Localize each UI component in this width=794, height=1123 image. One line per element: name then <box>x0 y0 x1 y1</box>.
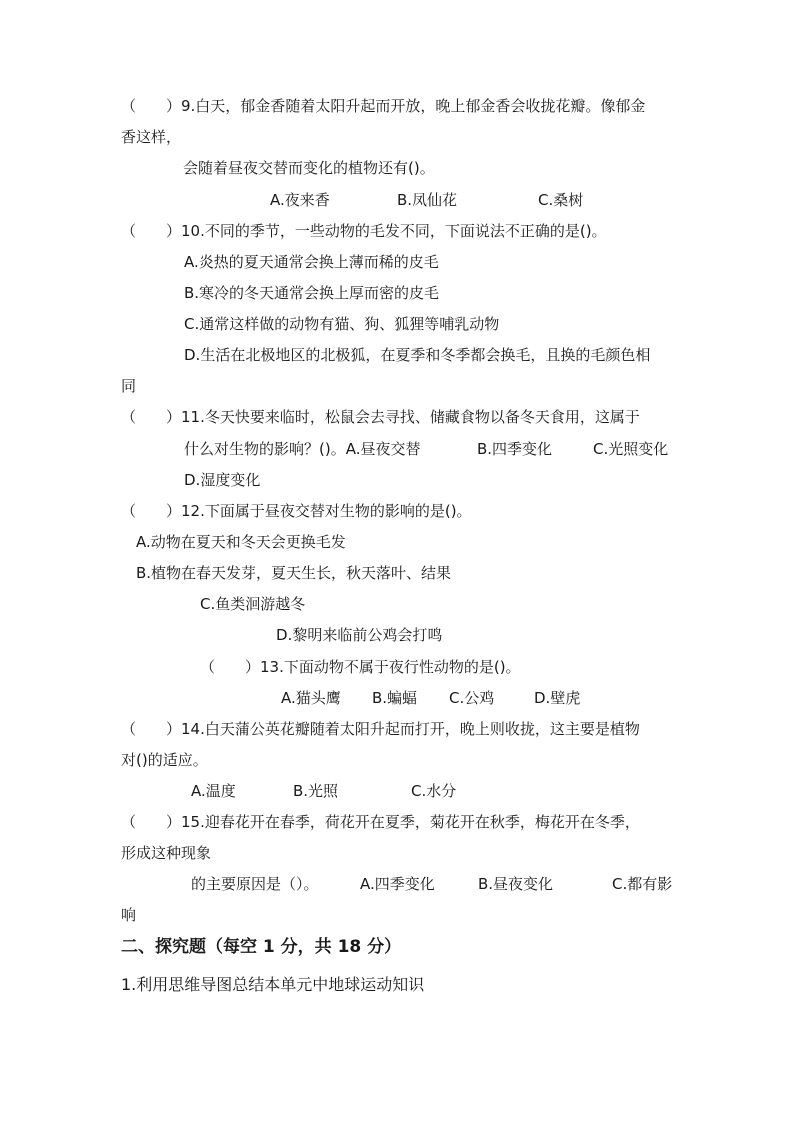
q15-option-c: C.都有影 <box>612 875 673 893</box>
q10-option-c: C.通常这样做的动物有猫、狗、狐狸等哺乳动物 <box>184 315 500 333</box>
q10-stem: （ ）10.不同的季节，一些动物的毛发不同，下面说法不正确的是()。 <box>121 222 607 240</box>
q9-option-a: A.夜来香 <box>270 191 330 209</box>
q9-stem-line1: （ ）9.白天，郁金香随着太阳升起而开放，晚上郁金香会收拢花瓣。像郁金 <box>121 97 646 115</box>
q13-option-b: B.蝙蝠 <box>372 689 418 707</box>
section-heading: 二、探究题（每空 1 分，共 18 分） <box>121 937 402 957</box>
q9-option-c: C.桑树 <box>538 191 584 209</box>
q11-stem-line2: 什么对生物的影响？()。A.昼夜交替 <box>184 440 421 458</box>
q9-stem-line2: 香这样， <box>121 128 182 146</box>
q15-stem-line1: （ ）15.迎春花开在春季，荷花开在夏季，菊花开在秋季，梅花开在冬季， <box>121 813 640 831</box>
q10-option-a: A.炎热的夏天通常会换上薄而稀的皮毛 <box>184 253 439 271</box>
q12-option-b: B.植物在春天发芽，夏天生长，秋天落叶、结果 <box>136 564 452 582</box>
q13-stem: （ ）13.下面动物不属于夜行性动物的是()。 <box>200 658 521 676</box>
q13-option-c: C.公鸡 <box>449 689 495 707</box>
q15-option-c-line2: 响 <box>121 906 137 924</box>
q14-option-c: C.水分 <box>411 782 457 800</box>
q10-option-d-line1: D.生活在北极地区的北极狐，在夏季和冬季都会换毛，且换的毛颜色相 <box>184 346 651 364</box>
q14-option-b: B.光照 <box>293 782 339 800</box>
q12-option-a: A.动物在夏天和冬天会更换毛发 <box>136 533 346 551</box>
q12-option-d: D.黎明来临前公鸡会打鸣 <box>276 626 443 644</box>
q12-option-c: C.鱼类洄游越冬 <box>200 595 306 613</box>
q11-option-d: D.湿度变化 <box>184 471 261 489</box>
q9-stem-line3: 会随着昼夜交替而变化的植物还有()。 <box>183 159 435 177</box>
q15-stem-line3: 的主要原因是（）。 <box>191 875 319 893</box>
section-item-1: 1.利用思维导图总结本单元中地球运动知识 <box>121 975 425 994</box>
q9-option-b: B.凤仙花 <box>397 191 458 209</box>
q14-stem-line1: （ ）14.白天蒲公英花瓣随着太阳升起而打开，晚上则收拢，这主要是植物 <box>121 720 640 738</box>
q13-option-d: D.壁虎 <box>534 689 581 707</box>
q10-option-b: B.寒冷的冬天通常会换上厚而密的皮毛 <box>184 284 440 302</box>
q11-option-c: C.光照变化 <box>593 440 669 458</box>
q14-stem-line2: 对()的适应。 <box>121 751 208 769</box>
q15-option-b: B.昼夜变化 <box>478 875 554 893</box>
q11-stem-line1: （ ）11.冬天快要来临时，松鼠会去寻找、储藏食物以备冬天食用，这属于 <box>121 408 640 426</box>
q15-option-a: A.四季变化 <box>360 875 435 893</box>
q14-option-a: A.温度 <box>191 782 236 800</box>
q15-stem-line2: 形成这种现象 <box>121 844 212 862</box>
q11-option-b: B.四季变化 <box>477 440 553 458</box>
q13-option-a: A.猫头鹰 <box>281 689 341 707</box>
q12-stem: （ ）12.下面属于昼夜交替对生物的影响的是()。 <box>121 502 472 520</box>
q10-option-d-line2: 同 <box>121 377 137 395</box>
